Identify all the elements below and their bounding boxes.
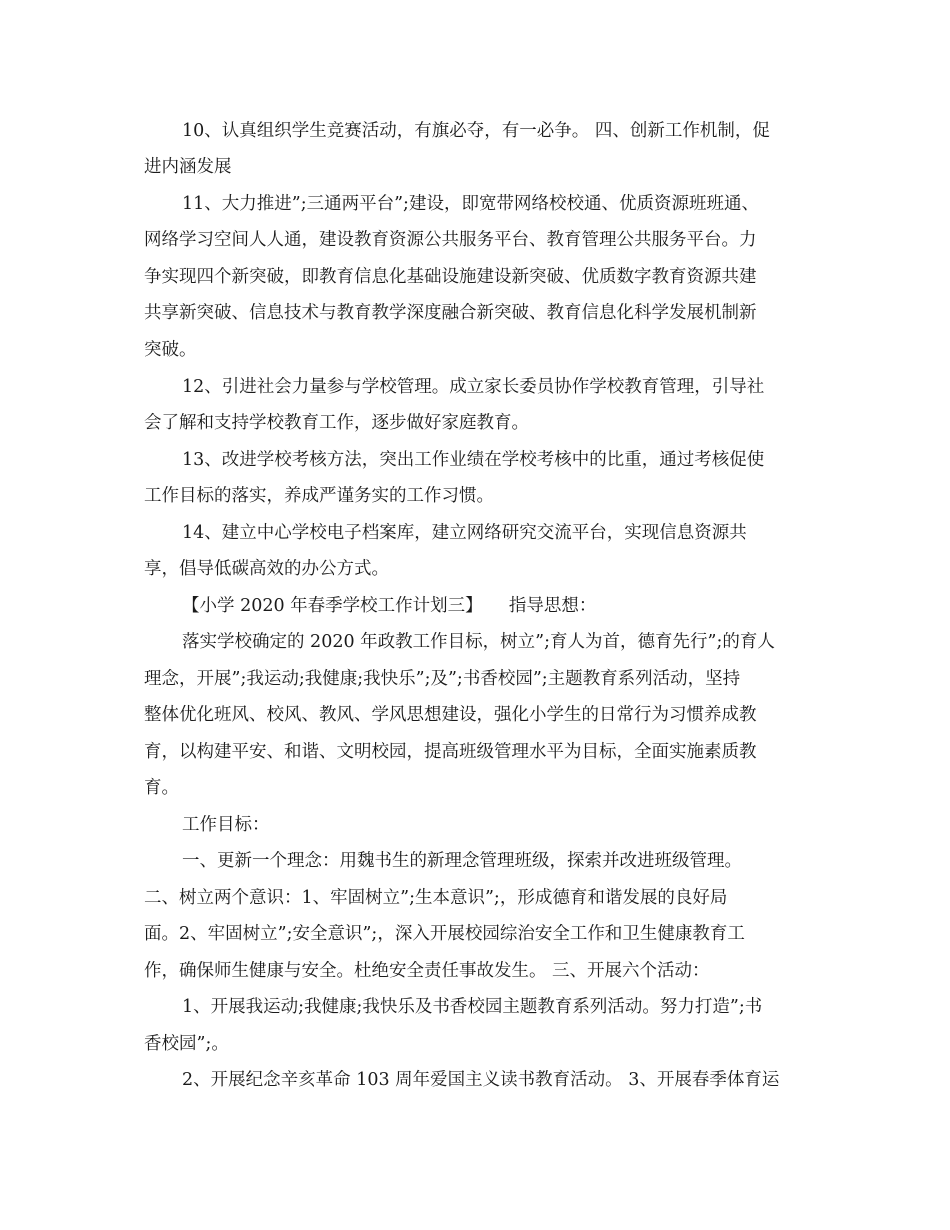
text-line: 10、认真组织学生竞赛活动，有旗必夺，有一必争。 四、创新工作机制，促 xyxy=(182,121,770,141)
text-line: 共享新突破、信息技术与教育教学深度融合新突破、教育信息化科学发展机制新 xyxy=(144,303,757,323)
section-heading: 【小学 2020 年春季学校工作计划三】 指导思想： xyxy=(182,596,597,616)
text-line: 12、引进社会力量参与学校管理。成立家长委员协作学校教育管理，引导社 xyxy=(182,377,765,397)
text-line: 香校园”;。 xyxy=(144,1034,229,1054)
text-line: 作，确保师生健康与安全。杜绝安全责任事故发生。 三、开展六个活动： xyxy=(144,961,710,981)
text-line: 享，倡导低碳高效的办公方式。 xyxy=(144,559,389,579)
text-line: 一、更新一个理念：用魏书生的新理念管理班级，探索并改进班级管理。 xyxy=(182,851,742,871)
text-line: 进内涵发展 xyxy=(144,157,232,177)
text-line: 二、树立两个意识：1、牢固树立”;生本意识”;，形成德育和谐发展的良好局 xyxy=(144,888,728,908)
text-line: 1、开展我运动;我健康;我快乐及书香校园主题教育系列活动。努力打造”;书 xyxy=(182,997,763,1017)
text-line: 整体优化班风、校风、教风、学风思想建设，强化小学生的日常行为习惯养成教 xyxy=(144,705,757,725)
text-line: 11、大力推进”;三通两平台”;建设，即宽带网络校校通、优质资源班班通、 xyxy=(182,194,759,214)
text-line: 落实学校确定的 2020 年政教工作目标，树立”;育人为首，德育先行”;的育人 xyxy=(182,632,775,652)
text-line: 14、建立中心学校电子档案库，建立网络研究交流平台，实现信息资源共 xyxy=(182,523,747,543)
text-line: 网络学习空间人人通，建设教育资源公共服务平台、教育管理公共服务平台。力 xyxy=(144,230,757,250)
text-line: 育。 xyxy=(144,778,179,798)
text-line: 工作目标的落实，养成严谨务实的工作习惯。 xyxy=(144,486,494,506)
text-line: 2、开展纪念辛亥革命 103 周年爱国主义读书教育活动。 3、开展春季体育运 xyxy=(182,1070,780,1090)
text-line: 13、改进学校考核方法，突出工作业绩在学校考核中的比重，通过考核促使 xyxy=(182,450,765,470)
text-line: 突破。 xyxy=(144,340,197,360)
text-line: 争实现四个新突破，即教育信息化基础设施建设新突破、优质数字教育资源共建 xyxy=(144,267,757,287)
text-line: 工作目标： xyxy=(182,815,270,835)
text-line: 会了解和支持学校教育工作，逐步做好家庭教育。 xyxy=(144,413,529,433)
text-line: 育，以构建平安、和谐、文明校园，提高班级管理水平为目标，全面实施素质教 xyxy=(144,742,757,762)
text-line: 理念，开展”;我运动;我健康;我快乐”;及”;书香校园”;主题教育系列活动，坚持 xyxy=(144,669,741,689)
text-line: 面。2、牢固树立”;安全意识”;，深入开展校园综治安全工作和卫生健康教育工 xyxy=(144,924,745,944)
